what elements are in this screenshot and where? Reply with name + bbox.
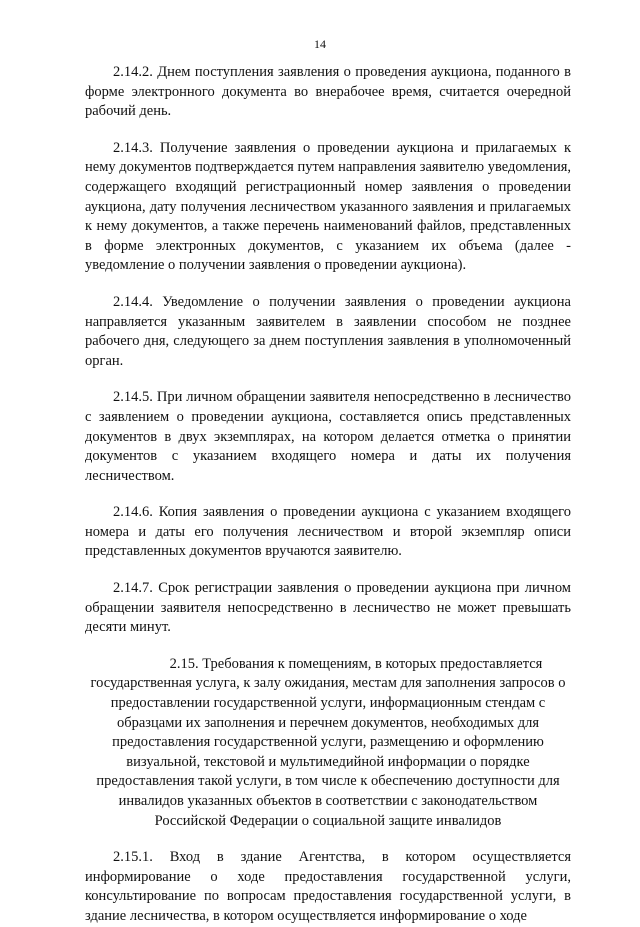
paragraph-2-14-3: 2.14.3. Получение заявления о проведении аукциона и прилагаемых к нему документов подтверждается путем направления заявителю уведомления, содержащего входящий регистрационный номер заявления о проведении аукциона, дату получения лесничеством указанного заявления и прилагаемых к нему документов, а также перечень наименований файлов, представленных в форме электронных документов, с указанием их объема (далее - уведомление о получении заявления о проведении аукциона). xyxy=(85,139,571,274)
page-number: 14 xyxy=(314,37,326,51)
section-heading-2-15 xyxy=(85,655,571,831)
paragraph-2-14-2: 2.14.2. Днем поступления заявления о проведения аукциона, поданного в форме электронного документа во внерабочее время, считается очередной рабочий день. xyxy=(85,64,571,120)
paragraph-2-14-7: 2.14.7. Срок регистрации заявления о проведении аукциона при личном обращении заявителя непосредственно в лесничество не может превышать десяти минут. xyxy=(85,580,571,636)
paragraph-2-14-5: 2.14.5. При личном обращении заявителя непосредственно в лесничество с заявлением о проведении аукциона, составляется опись представленных документов в двух экземплярах, на котором делается отметка о принятии документов с указанием входящего номера и даты их получения лесничеством. xyxy=(85,389,571,484)
paragraph-2-14-4: 2.14.4. Уведомление о получении заявления о проведении аукциона направляется указанным заявителем в заявлении способом не позднее рабочего дня, следующего за днем поступления заявления в уполномоченный орган. xyxy=(85,293,571,369)
paragraph-2-15-1: 2.15.1. Вход в здание Агентства, в котором осуществляется информирование о ходе предоставления государственной услуги, консультирование по вопросам предоставления государственной услуги, в здание лесничества, в котором осуществляется информирование о ходе xyxy=(85,849,571,924)
document-body xyxy=(85,63,571,927)
section-heading-number: 2.15. xyxy=(169,655,199,672)
section-heading-text: Требования к помещениям, в которых предоставляется государственная услуга, к залу ожидания, местам для заполнения запросов о предоставлении государственной услуги, информационным стендам с образцами их заполнения и перечнем документов, необходимых для предоставления государственной услуги, размещению и оформлению визуальной, текстовой и мультимедийной информации о порядке предоставления такой услуги, в том числе к обеспечению доступности для инвалидов указанных объектов в соответствии с законодательством Российской Федерации о социальной защите инвалидов xyxy=(90,655,566,829)
paragraph-2-14-6: 2.14.6. Копия заявления о проведении аукциона с указанием входящего номера и даты его получения лесничеством и второй экземпляр описи представленных документов вручаются заявителю. xyxy=(85,504,571,560)
